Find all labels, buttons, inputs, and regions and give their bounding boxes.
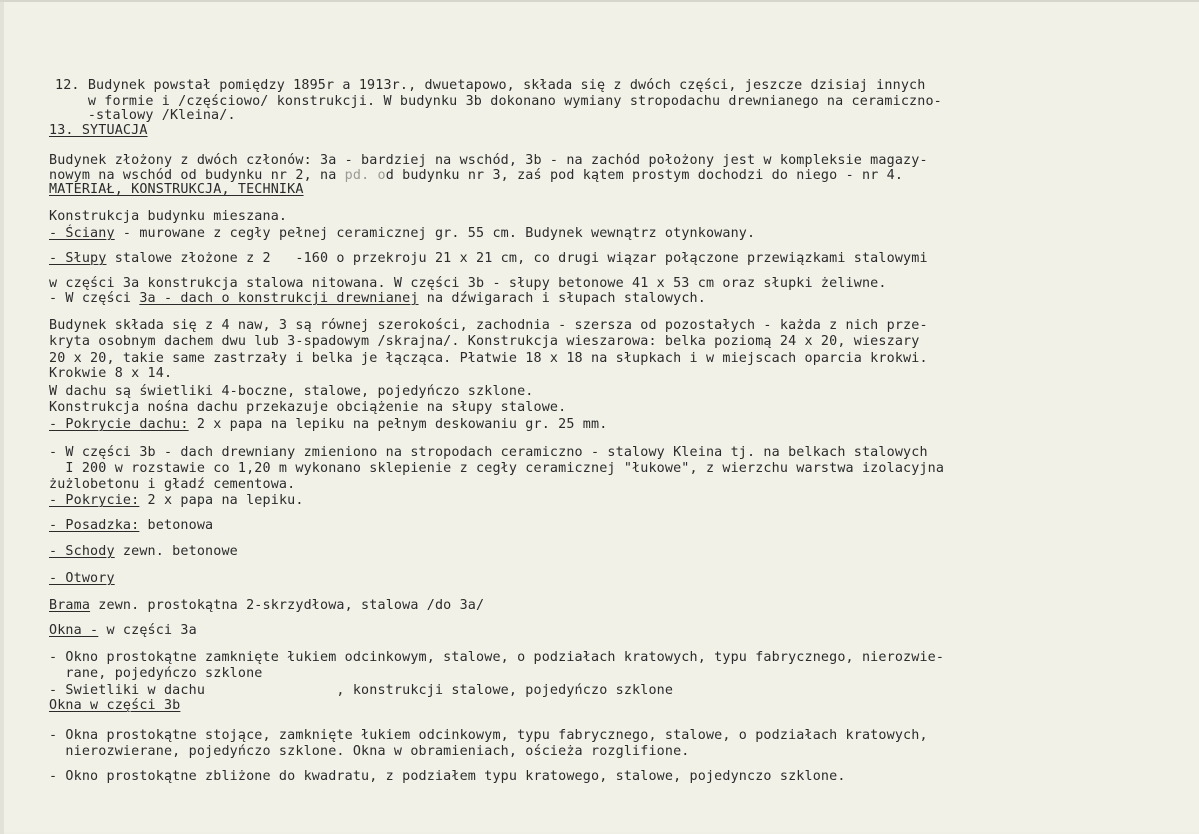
text-line: - Swietliki w dachu , konstrukcji stalowe, pojedyńczo szklone bbox=[49, 683, 674, 698]
card-left-edge bbox=[0, 2, 4, 834]
text-line: - W części 3b - dach drewniany zmieniono na stropodach ceramiczno - stalowy Kleina tj. na belkach stalowych bbox=[49, 445, 928, 460]
text-line: żużlobetonu i gładź cementowa. bbox=[49, 477, 296, 492]
section-heading: 13. SYTUACJA bbox=[49, 123, 148, 138]
text-line: I 200 w rozstawie co 1,20 m wykonano sklepienie z cegły ceramicznej "łukowe", z wierzchu warstwa izolacyjna bbox=[49, 461, 945, 476]
text-line: - Okno prostokątne zamknięte łukiem odcinkowym, stalowe, o podziałach kratowych, typu fabrycznego, nierozwie- bbox=[49, 650, 945, 665]
text-line: - Pokrycie: 2 x papa na lepiku. bbox=[49, 493, 304, 508]
text-line: W dachu są świetliki 4-boczne, stalowe, pojedyńczo szklone. bbox=[49, 384, 534, 399]
text-line: -stalowy /Kleina/. bbox=[55, 108, 236, 123]
text-line: rane, pojedyńczo szklone bbox=[49, 666, 263, 681]
text-line: w formie i /częściowo/ konstrukcji. W budynku 3b dokonano wymiany stropodachu drewnianego na ceramiczno- bbox=[55, 94, 942, 109]
text-line: nierozwierane, pojedyńczo szklone. Okna w obramieniach, ościeża rozglifione. bbox=[49, 744, 690, 759]
text-line: - Ściany - murowane z cegły pełnej ceramicznej gr. 55 cm. Budynek wewnątrz otynkowany. bbox=[49, 226, 756, 241]
text-line: Budynek składa się z 4 naw, 3 są równej szerokości, zachodnia - szersza od pozostałych - każda z nich prze- bbox=[49, 318, 928, 333]
text-line: Brama zewn. prostokątna 2-skrzydłowa, stalowa /do 3a/ bbox=[49, 598, 485, 613]
text-line: Okna - w części 3a bbox=[49, 623, 197, 638]
text-line: - Słupy stalowe złożone z 2 -160 o przekroju 21 x 21 cm, co drugi wiązar połączone przewiązkami stalowymi bbox=[49, 251, 928, 266]
text-line: - Pokrycie dachu: 2 x papa na lepiku na pełnym deskowaniu gr. 25 mm. bbox=[49, 417, 608, 432]
text-line: - Okna prostokątne stojące, zamknięte łukiem odcinkowym, typu fabrycznego, stalowe, o podziałach kratowych, bbox=[49, 728, 928, 743]
text-line: kryta osobnym dachem dwu lub 3-spadowym /skrajna/. Konstrukcja wieszarowa: belka poziomą 24 x 20, wieszary bbox=[49, 334, 920, 349]
text-line: w części 3a konstrukcja stalowa nitowana. W części 3b - słupy betonowe 41 x 53 cm oraz słupki żeliwne. bbox=[49, 276, 887, 291]
text-line: - Okno prostokątne zbliżone do kwadratu, z podziałem typu kratowego, stalowe, pojedynczo szklone. bbox=[49, 769, 846, 784]
text-line: - Posadzka: betonowa bbox=[49, 518, 214, 533]
text-line: Budynek złożony z dwóch członów: 3a - bardziej na wschód, 3b - na zachód położony jest w kompleksie magazy- bbox=[49, 153, 928, 168]
section-heading: MATERIAŁ, KONSTRUKCJA, TECHNIKA bbox=[49, 182, 304, 197]
text-line: 20 x 20, takie same zastrzały i belka je łącząca. Płatwie 18 x 18 na słupkach i w miejscach oparcia krokwi. bbox=[49, 351, 928, 366]
section-heading: Okna w części 3b bbox=[49, 698, 181, 713]
text-line: Krokwie 8 x 14. bbox=[49, 366, 173, 381]
text-line: Konstrukcja nośna dachu przekazuje obciążenie na słupy stalowe. bbox=[49, 400, 567, 415]
text-line: nowym na wschód od budynku nr 2, na pd. od budynku nr 3, zaś pod kątem prostym dochodzi do niego - nr 4. bbox=[49, 168, 904, 183]
text-line: - W części 3a - dach o konstrukcji drewnianej na dźwigarach i słupach stalowych. bbox=[49, 291, 706, 306]
section-heading: - Otwory bbox=[49, 571, 115, 586]
text-line: Konstrukcja budynku mieszana. bbox=[49, 209, 288, 224]
text-line: - Schody zewn. betonowe bbox=[49, 544, 238, 559]
text-line: 12. Budynek powstał pomiędzy 1895r a 1913r., dwuetapowo, składa się z dwóch części, jeszcze dzisiaj innych bbox=[55, 78, 926, 93]
